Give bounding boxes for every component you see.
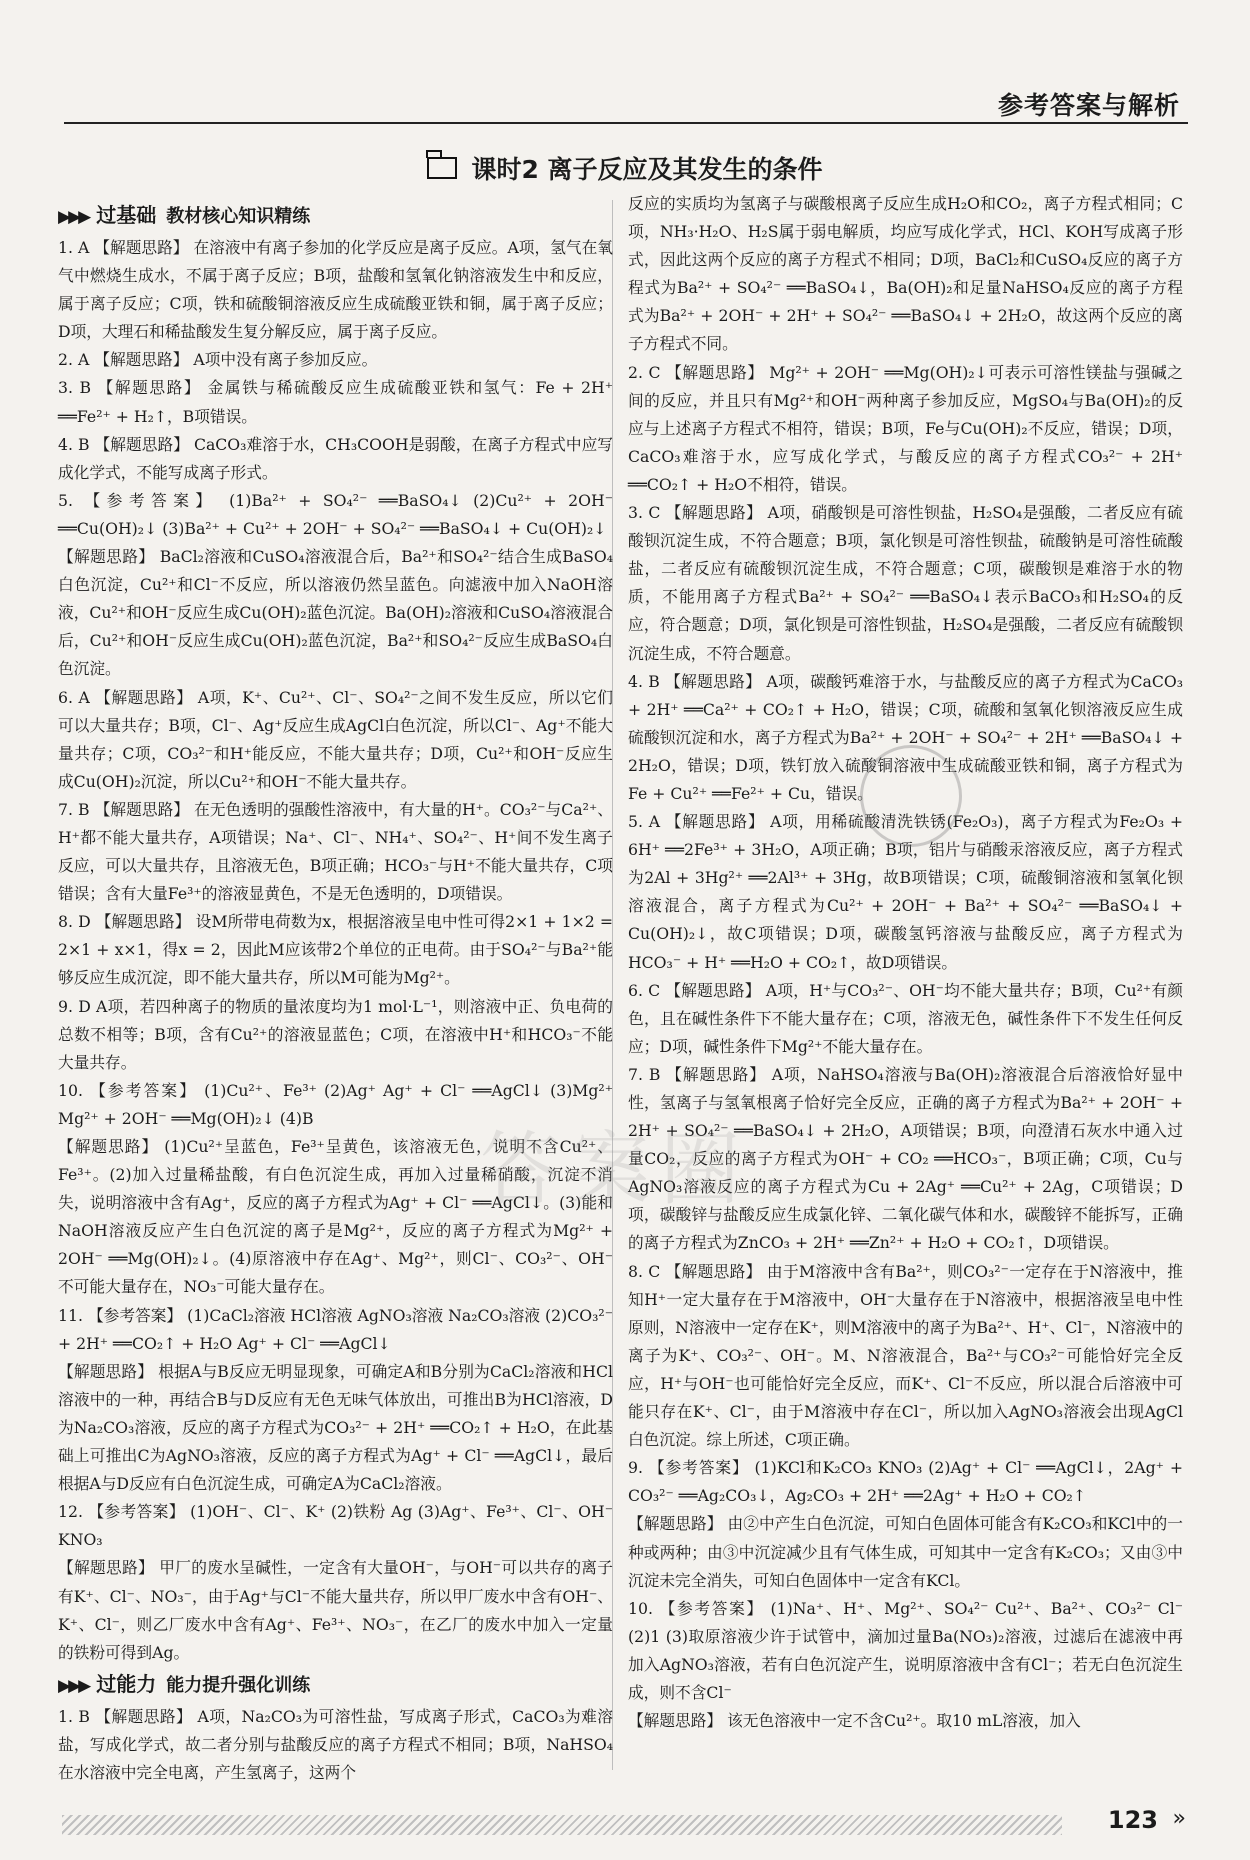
watermark: 答案圈 [480, 1123, 750, 1216]
answer-item: 8. C 【解题思路】 由于M溶液中含有Ba²⁺，则CO₃²⁻一定存在于N溶液中，推知H⁺一定大量存在于M溶液中，OH⁻大量存在于N溶液中，根据溶液呈电中性原则，N溶液中一定存在K⁺，则M溶液中的离子为Ba²⁺、H⁺、Cl⁻，N溶液中的离子为K⁺、CO₃²⁻、OH⁻。M、N溶液混合，Ba²⁺与CO₃²⁻可能恰好完全反应，H⁺与OH⁻也可能恰好完全反应，而K⁺、Cl⁻不反应，所以混合后溶液中可能只存在K⁺、Cl⁻，由于M溶液中存在Cl⁻，所以加入AgNO₃溶液会出现AgCl白色沉淀。综上所述，C项正确。 [628, 1261, 1183, 1450]
answer-item: 【解题思路】 根据A与B反应无明显现象，可确定A和B分别为CaCl₂溶液和HCl溶液中的一种，再结合B与D反应有无色无味气体放出，可推出B为HCl溶液，D为Na₂CO₃溶液，反应的离子方程式为CO₃²⁻ + 2H⁺ ══CO₂↑ + H₂O，在此基础上可推出C为AgNO₃溶液，反应的离子方程式为Ag⁺ + Cl⁻ ══AgCl↓，最后根据A与D反应有白色沉淀生成，可确定A为CaCl₂溶液。 [58, 1361, 613, 1494]
answer-item: 9. D A项，若四种离子的物质的量浓度均为1 mol·L⁻¹，则溶液中正、负电荷的总数不相等；B项，含有Cu²⁺的溶液显蓝色；C项，在溶液中H⁺和HCO₃⁻不能大量共存。 [58, 996, 613, 1072]
lesson-title-text: 课时2 离子反应及其发生的条件 [471, 155, 823, 184]
answer-item: 【解题思路】 甲厂的废水呈碱性，一定含有大量OH⁻，与OH⁻可以共存的离子有K⁺、Cl⁻、NO₃⁻，由于Ag⁺与Cl⁻不能大量共存，所以甲厂废水中含有OH⁻、K⁺、Cl⁻，则乙厂废水中含有Ag⁺、Fe³⁺、NO₃⁻，在乙厂的废水中加入一定量的铁粉可得到Ag。 [58, 1558, 613, 1662]
answer-item: 1. B 【解题思路】 A项，Na₂CO₃为可溶性盐，写成离子形式，CaCO₃为难溶盐，写成化学式，故二者分别与盐酸反应的离子方程式不相同；B项，NaHSO₄在水溶液中完全电离，产生氢离子，这两个 [58, 1706, 613, 1782]
answer-item: 10. 【参考答案】 (1)Cu²⁺、Fe³⁺ (2)Ag⁺ Ag⁺ + Cl⁻ ══AgCl↓ (3)Mg²⁺ Mg²⁺ + 2OH⁻ ══Mg(OH)₂↓ (4)B [58, 1080, 613, 1128]
answer-item: 6. A 【解题思路】 A项，K⁺、Cu²⁺、Cl⁻、SO₄²⁻之间不发生反应，所以它们可以大量共存；B项，Cl⁻、Ag⁺反应生成AgCl白色沉淀，所以Cl⁻、Ag⁺不能大量共存；C项，CO₃²⁻和H⁺能反应，不能大量共存；D项，Cu²⁺和OH⁻反应生成Cu(OH)₂沉淀，所以Cu²⁺和OH⁻不能大量共存。 [58, 687, 613, 791]
answer-item: 【解题思路】 BaCl₂溶液和CuSO₄溶液混合后，Ba²⁺和SO₄²⁻结合生成BaSO₄白色沉淀，Cu²⁺和Cl⁻不反应，所以溶液仍然呈蓝色。向滤液中加入NaOH溶液，Cu²⁺和OH⁻反应生成Cu(OH)₂蓝色沉淀。Ba(OH)₂溶液和CuSO₄溶液混合后，Cu²⁺和OH⁻反应生成Cu(OH)₂蓝色沉淀，Ba²⁺和SO₄²⁻反应生成BaSO₄白色沉淀。 [58, 547, 613, 679]
section-marker-icon: ▶▶▶ [58, 207, 89, 227]
section-basic-title: 过基础 [96, 203, 157, 227]
footer-hatch-bar [62, 1815, 1062, 1835]
answer-item: 10. 【参考答案】 (1)Na⁺、H⁺、Mg²⁺、SO₄²⁻ Cu²⁺、Ba²⁺、CO₃²⁻ Cl⁻ (2)1 (3)取原溶液少许于试管中，滴加过量Ba(NO₃)₂溶液，过滤后在滤液中再加入AgNO₃溶液，若有白色沉淀产生，说明原溶液中含有Cl⁻；若无白色沉淀生成，则不含Cl⁻ [628, 1598, 1183, 1702]
answer-item: 4. B 【解题思路】 CaCO₃难溶于水，CH₃COOH是弱酸，在离子方程式中应写成化学式，不能写成离子形式。 [58, 434, 613, 482]
section-basic-subtitle: 教材核心知识精练 [166, 206, 311, 227]
answer-item: 8. D 【解题思路】 设M所带电荷数为x，根据溶液呈电中性可得2×1 + 1×2 = 2×1 + x×1，得x = 2，因此M应该带2个单位的正电荷。由于SO₄²⁻与Ba²⁺能够反应生成沉淀，即不能大量共存，所以M可能为Mg²⁺。 [58, 912, 613, 988]
page-number: 123 [1107, 1806, 1158, 1834]
answer-item: 2. A 【解题思路】 A项中没有离子参加反应。 [58, 350, 378, 370]
answer-item: 反应的实质均为氢离子与碳酸根离子反应生成H₂O和CO₂，离子方程式相同；C项，NH₃·H₂O、H₂S属于弱电解质，均应写成化学式，HCl、KOH写成离子形式，因此这两个反应的离子方程式不相同；D项，BaCl₂和CuSO₄反应的离子方程式为Ba²⁺ + SO₄²⁻ ══BaSO₄↓，Ba(OH)₂和足量NaHSO₄反应的离子方程式为Ba²⁺ + 2OH⁻ + 2H⁺ + SO₄²⁻ ══BaSO₄↓ + 2H₂O，故这两个反应的离子方程式不同。 [628, 194, 1183, 354]
answer-item: 7. B 【解题思路】 在无色透明的强酸性溶液中，有大量的H⁺。CO₃²⁻与Ca²⁺、H⁺都不能大量共存，A项错误；Na⁺、Cl⁻、NH₄⁺、SO₄²⁻、H⁺间不发生离子反应，可以大量共存，且溶液无色，B项正确；HCO₃⁻与H⁺不能大量共存，C项错误；含有大量Fe³⁺的溶液显黄色，不是无色透明的，D项错误。 [58, 799, 613, 904]
answer-item: 3. B 【解题思路】 金属铁与稀硫酸反应生成硫酸亚铁和氢气：Fe + 2H⁺ ══Fe²⁺ + H₂↑，B项错误。 [58, 378, 613, 426]
left-column [58, 198, 613, 1787]
answer-item: 【解题思路】 该无色溶液中一定不含Cu²⁺。取10 mL溶液，加入 [628, 1711, 1081, 1731]
section-basic-heading [58, 198, 613, 234]
answer-item: 4. B 【解题思路】 A项，碳酸钙难溶于水，与盐酸反应的离子方程式为CaCO₃ + 2H⁺ ══Ca²⁺ + CO₂↑ + H₂O，错误；C项，硫酸和氢氧化钡溶液反应生成硫酸钡沉淀和水，离子方程式为Ba²⁺ + 2OH⁻ + SO₄²⁻ + 2H⁺ ══BaSO₄↓ + 2H₂O，错误；D项，铁钉放入硫酸铜溶液中生成硫酸亚铁和铜，离子方程式为Fe + Cu²⁺ ══Fe²⁺ + Cu，错误。 [628, 671, 1183, 803]
left-answer-list [58, 234, 613, 1667]
answer-item: 12. 【参考答案】 (1)OH⁻、Cl⁻、K⁺ (2)铁粉 Ag (3)Ag⁺、Fe³⁺、Cl⁻、OH⁻ KNO₃ [58, 1502, 613, 1550]
answer-item: 3. C 【解题思路】 A项，硝酸钡是可溶性钡盐，H₂SO₄是强酸，二者反应有硫酸钡沉淀生成，不符合题意；B项，氯化钡是可溶性钡盐，硫酸钠是可溶性硫酸盐，二者反应有硫酸钡沉淀生成，不符合题意；C项，碳酸钡是难溶于水的物质，不能用离子方程式Ba²⁺ + SO₄²⁻ ══BaSO₄↓表示BaCO₃和H₂SO₄的反应，符合题意；D项，氯化钡是可溶性钡盐，H₂SO₄是强酸，二者反应有硫酸钡沉淀生成，不符合题意。 [628, 503, 1183, 663]
section-ability-subtitle: 能力提升强化训练 [166, 1674, 311, 1696]
answer-item: 9. 【参考答案】 (1)KCl和K₂CO₃ KNO₃ (2)Ag⁺ + Cl⁻ ══AgCl↓，2Ag⁺ + CO₃²⁻ ══Ag₂CO₃↓，Ag₂CO₃ + 2H⁺ ══2Ag⁺ + H₂O + CO₂↑ [628, 1458, 1183, 1506]
answer-item: 5. A 【解题思路】 A项，用稀硫酸清洗铁锈(Fe₂O₃)，离子方程式为Fe₂O₃ + 6H⁺ ══2Fe³⁺ + 3H₂O，A项正确；B项，铝片与硝酸汞溶液反应，离子方程式为2Al + 3Hg²⁺ ══2Al³⁺ + 3Hg，故B项错误；C项，硫酸铜溶液和氢氧化钡溶液混合，离子方程式为Cu²⁺ + 2OH⁻ + Ba²⁺ + SO₄²⁻ ══BaSO₄↓ + Cu(OH)₂↓，故C项错误；D项，碳酸氢钙溶液与盐酸反应，离子方程式为HCO₃⁻ + H⁺ ══H₂O + CO₂↑，故D项错误。 [628, 812, 1183, 972]
right-column [628, 190, 1183, 1735]
section-ability-title: 过能力 [96, 1671, 157, 1696]
book-icon [427, 157, 457, 179]
answer-item: 1. A 【解题思路】 在溶液中有离子参加的化学反应是离子反应。A项，氢气在氧气中燃烧生成水，不属于离子反应；B项，盐酸和氢氧化钠溶液发生中和反应，属于离子反应；C项，铁和硫酸铜溶液反应生成硫酸亚铁和铜，属于离子反应；D项，大理石和稀盐酸发生复分解反应，属于离子反应。 [58, 238, 613, 342]
header-title: 参考答案与解析 [997, 91, 1180, 120]
answer-item: 7. B 【解题思路】 A项，NaHSO₄溶液与Ba(OH)₂溶液混合后溶液恰好显中性，氢离子与氢氧根离子恰好完全反应，正确的离子方程式为Ba²⁺ + 2OH⁻ + 2H⁺ + SO₄²⁻ ══BaSO₄↓ + 2H₂O，A项错误；B项，向澄清石灰水中通入过量CO₂，反应的离子方程式为OH⁻ + CO₂ ══HCO₃⁻，B项正确；C项，Cu与AgNO₃溶液反应的离子方程式为Cu + 2Ag⁺ ══Cu²⁺ + 2Ag，C项错误；D项，碳酸锌与盐酸反应生成氯化锌、二氧化碳气体和水，碳酸锌不能拆写，正确的离子方程式为ZnCO₃ + 2H⁺ ══Zn²⁺ + H₂O + CO₂↑，D项错误。 [628, 1064, 1183, 1253]
answer-item: 6. C 【解题思路】 A项，H⁺与CO₃²⁻、OH⁻均不能大量共存；B项，Cu²⁺有颜色，且在碱性条件下不能大量存在；C项，溶液无色，碱性条件下不发生任何反应；D项，碱性条件下Mg²⁺不能大量存在。 [628, 980, 1183, 1056]
answer-item: 【解题思路】 (1)Cu²⁺呈蓝色，Fe³⁺呈黄色，该溶液无色，说明不含Cu²⁺、Fe³⁺。(2)加入过量稀盐酸，有白色沉淀生成，再加入过量稀硝酸，沉淀不消失，说明溶液中含有Ag⁺，反应的离子方程式为Ag⁺ + Cl⁻ ══AgCl↓。(3)能和NaOH溶液反应产生白色沉淀的离子是Mg²⁺，反应的离子方程式为Mg²⁺ + 2OH⁻ ══Mg(OH)₂↓。(4)原溶液中存在Ag⁺、Mg²⁺，则Cl⁻、CO₃²⁻、OH⁻不可能大量存在，NO₃⁻可能大量存在。 [58, 1137, 613, 1297]
answer-item: 【解题思路】 由②中产生白色沉淀，可知白色固体可能含有K₂CO₃和KCl中的一种或两种；由③中沉淀减少且有气体生成，可知其中一定含有K₂CO₃；又由③中沉淀未完全消失，可知白色固体中一定含有KCl。 [628, 1514, 1183, 1590]
answer-item: 11. 【参考答案】 (1)CaCl₂溶液 HCl溶液 AgNO₃溶液 Na₂CO₃溶液 (2)CO₃²⁻ + 2H⁺ ══CO₂↑ + H₂O Ag⁺ + Cl⁻ ══AgCl↓ [58, 1305, 613, 1353]
lesson-title [0, 150, 1250, 186]
next-arrow-icon: » [1172, 1806, 1186, 1831]
answer-item: 2. C 【解题思路】 Mg²⁺ + 2OH⁻ ══Mg(OH)₂↓可表示可溶性镁盐与强碱之间的反应，并且只有Mg²⁺和OH⁻两种离子参加反应，MgSO₄与Ba(OH)₂的反应与上述离子方程式不相符，错误；B项，Fe与Cu(OH)₂不反应，错误；D项，CaCO₃难溶于水，应写成化学式，与酸反应的离子方程式CO₃²⁻ + 2H⁺ ══CO₂↑ + H₂O不相符，错误。 [628, 362, 1183, 494]
section-ability-heading [58, 1667, 613, 1703]
answer-item: 5. 【参考答案】 (1)Ba²⁺ + SO₄²⁻ ══BaSO₄↓ (2)Cu²⁺ + 2OH⁻ ══Cu(OH)₂↓ (3)Ba²⁺ + Cu²⁺ + 2OH⁻ + SO₄²⁻ ══BaSO₄↓ + Cu(OH)₂↓ [58, 490, 613, 538]
section-marker-icon: ▶▶▶ [58, 1675, 89, 1696]
header-rule [64, 122, 1188, 124]
